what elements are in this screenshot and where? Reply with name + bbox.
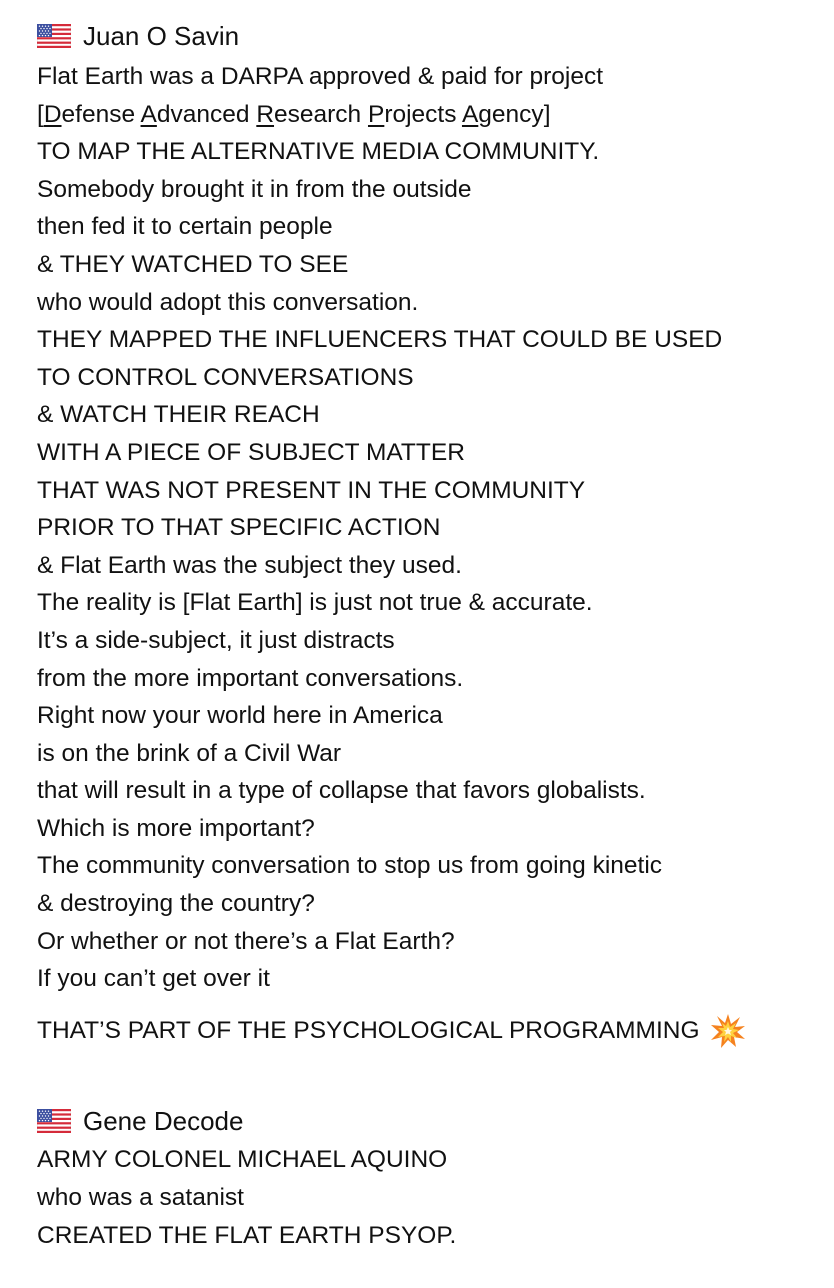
speaker-name: Gene Decode bbox=[83, 1106, 244, 1137]
quote-line: THEY MAPPED THE INFLUENCERS THAT COULD BE USED bbox=[37, 326, 723, 354]
word-rest: efense bbox=[61, 100, 141, 128]
quote-line: PRIOR TO THAT SPECIFIC ACTION bbox=[37, 514, 441, 542]
quote-body-juan bbox=[37, 58, 817, 998]
quote-body-gene bbox=[37, 1141, 817, 1254]
speaker-header-juan bbox=[37, 18, 817, 54]
speaker-header-gene bbox=[37, 1103, 817, 1139]
initial-r: R bbox=[256, 100, 275, 128]
document bbox=[37, 18, 817, 1254]
darpa-expansion-line bbox=[37, 96, 817, 134]
quote-line: If you can’t get over it bbox=[37, 965, 270, 993]
word-rest: dvanced bbox=[156, 100, 257, 128]
quote-line: & destroying the country? bbox=[37, 890, 315, 918]
quote-line: that will result in a type of collapse that favors globalists. bbox=[37, 777, 646, 805]
closing-statement-text: THAT’S PART OF THE PSYCHOLOGICAL PROGRAMMING bbox=[37, 1016, 700, 1044]
word-rest: esearch bbox=[274, 100, 368, 128]
quote-line: TO CONTROL CONVERSATIONS bbox=[37, 363, 414, 391]
quote-line: Or whether or not there’s a Flat Earth? bbox=[37, 927, 455, 955]
quote-line: & Flat Earth was the subject they used. bbox=[37, 551, 462, 579]
word-rest: gency bbox=[478, 100, 544, 128]
quote-line: who would adopt this conversation. bbox=[37, 288, 419, 316]
quote-line: CREATED THE FLAT EARTH PSYOP. bbox=[37, 1221, 457, 1249]
initial-a: A bbox=[461, 100, 479, 128]
us-flag-icon bbox=[37, 1109, 71, 1133]
word-rest: rojects bbox=[384, 100, 462, 128]
initial-a: A bbox=[140, 100, 157, 128]
quote-line: then fed it to certain people bbox=[37, 213, 333, 241]
closing-statement bbox=[37, 1012, 817, 1050]
quote-line: is on the brink of a Civil War bbox=[37, 739, 342, 767]
quote-line: It’s a side-subject, it just distracts bbox=[37, 626, 395, 654]
quote-line: TO MAP THE ALTERNATIVE MEDIA COMMUNITY. bbox=[37, 138, 600, 166]
quote-line: The community conversation to stop us from going kinetic bbox=[37, 852, 663, 880]
quote-line: WITH A PIECE OF SUBJECT MATTER bbox=[37, 438, 465, 466]
quote-line: who was a satanist bbox=[37, 1184, 244, 1212]
section-spacer bbox=[37, 1049, 817, 1103]
quote-line: Right now your world here in America bbox=[37, 702, 443, 730]
us-flag-icon bbox=[37, 24, 71, 48]
bracket-open: [ bbox=[37, 100, 44, 128]
quote-line: THAT WAS NOT PRESENT IN THE COMMUNITY bbox=[37, 476, 586, 504]
quote-line: Somebody brought it in from the outside bbox=[37, 175, 472, 203]
quote-line: & WATCH THEIR REACH bbox=[37, 401, 320, 429]
quote-line: Flat Earth was a DARPA approved & paid for project bbox=[37, 63, 604, 90]
speaker-name: Juan O Savin bbox=[83, 21, 240, 51]
bracket-close: ] bbox=[543, 100, 551, 128]
initial-d: D bbox=[43, 100, 62, 128]
quote-line: & THEY WATCHED TO SEE bbox=[37, 250, 349, 278]
initial-p: P bbox=[367, 100, 385, 128]
quote-line: ARMY COLONEL MICHAEL AQUINO bbox=[37, 1146, 448, 1174]
collision-icon bbox=[710, 1013, 746, 1049]
quote-line: Which is more important? bbox=[37, 814, 315, 842]
quote-line: The reality is [Flat Earth] is just not true & accurate. bbox=[37, 589, 593, 617]
quote-line: from the more important conversations. bbox=[37, 664, 464, 692]
